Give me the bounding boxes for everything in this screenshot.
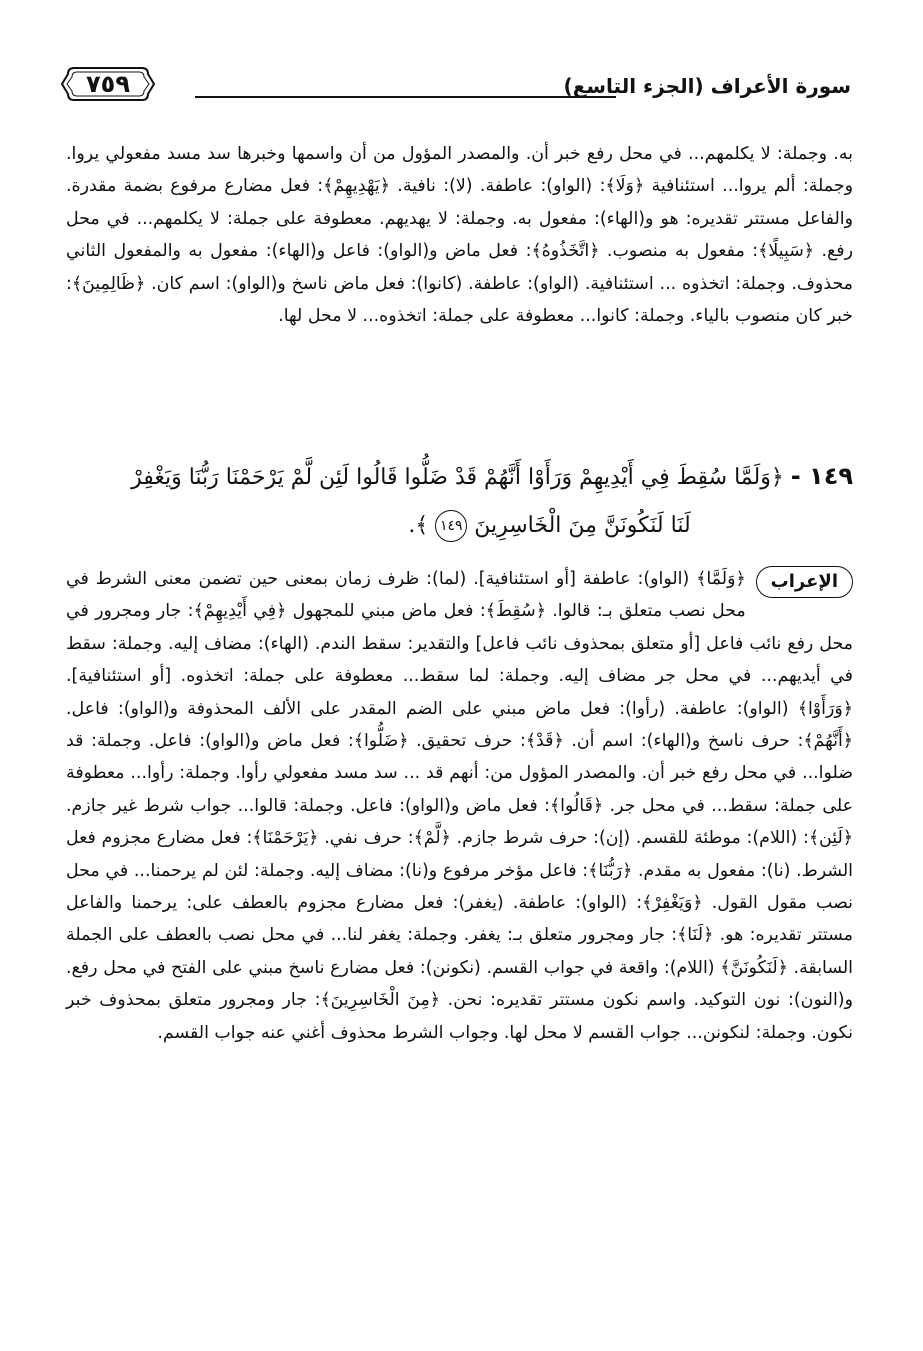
- page-header: [60, 62, 851, 112]
- header-rule: [195, 96, 616, 98]
- quran-verse: [66, 452, 853, 550]
- verse-line-2: [66, 502, 853, 550]
- ayah-end-marker: ١٤٩: [435, 510, 467, 542]
- verse-text-line-2: لَنَا لَنَكُونَنَّ مِنَ الْخَاسِرِينَ: [474, 513, 691, 538]
- verse-number: ١٤٩ -: [790, 462, 853, 490]
- verse-closing: ﴾.: [408, 513, 429, 538]
- irab-paragraph: [66, 563, 853, 1049]
- irab-text: ﴿وَلَمَّا﴾ (الواو): عاطفة [أو استئنافية]. (لما): ظرف زمان بمعنى حين تضمن معنى الشرط في محل نصب متعلق بـ: قالوا. ﴿سُقِطَ﴾: فعل ماض مبني للمجهول ﴿فِي أَيْدِيهِمْ﴾: جار ومجرور في محل رفع نائب فاعل [أو متعلق بمحذوف نائب فاعل] والتقدير: سقط الندم. (الهاء): مضاف إليه. وجملة: سقط في أيديهم... في محل جر مضاف إليه. وجملة: لما سقط... معطوفة على جملة: اتخذوه. [أو استئنافية]. ﴿وَرَأَوْا﴾ (الواو): عاطفة. (رأوا): فعل ماض مبني على الضم المقدر على الألف المحذوفة و(الواو): فاعل. ﴿أَنَّهُمْ﴾: حرف ناسخ و(الهاء): اسم أن. ﴿قَدْ﴾: حرف تحقيق. ﴿ضَلُّوا﴾: فعل ماض و(الواو): فاعل. وجملة: قد ضلوا... في محل رفع خبر أن. والمصدر المؤول من: أنهم قد ... سد مسد مفعولي رأوا. وجملة: رأوا... معطوفة على جملة: سقط... في محل جر. ﴿قَالُوا﴾: فعل ماض و(الواو): فاعل. وجملة: قالوا... جواب شرط غير جازم. ﴿لَئِن﴾: (اللام): موطئة للقسم. (إن): حرف شرط جازم. ﴿لَّمْ﴾: حرف نفي. ﴿يَرْحَمْنَا﴾: فعل مضارع مجزوم فعل الشرط. (نا): مفعول به مقدم. ﴿رَبُّنَا﴾: فاعل مؤخر مرفوع و(نا): مضاف إليه. وجملة: لئن لم يرحمنا... في محل نصب مقول القول. ﴿وَيَغْفِرْ﴾: (الواو): عاطفة. (يغفر): فعل مضارع مجزوم بالعطف على: يرحمنا والفاعل مستتر تقديره: هو. ﴿لَنَا﴾: جار ومجرور متعلق بـ: يغفر. وجملة: يغفر لنا... في محل نصب بالعطف على الجملة السابقة. ﴿لَنَكُونَنَّ﴾ (اللام): واقعة في جواب القسم. (نكونن): فعل مضارع ناسخ مبني على الفتح في محل رفع. و(النون): نون التوكيد. واسم نكون مستتر تقديره: نحن. ﴿مِنَ الْخَاسِرِينَ﴾: جار ومجرور متعلق بمحذوف خبر نكون. وجملة: لنكونن... جواب القسم لا محل لها. وجواب الشرط محذوف أغني عنه جواب القسم.: [66, 569, 853, 1043]
- commentary-paragraph-1: به. وجملة: لا يكلمهم... في محل رفع خبر أن. والمصدر المؤول من أن واسمها وخبرها سد مسد مفعولي يروا. وجملة: ألم يروا... استئنافية ﴿وَلَا﴾: (الواو): عاطفة. (لا): نافية. ﴿يَهْدِيهِمْ﴾: فعل مضارع مرفوع بضمة مقدرة. والفاعل مستتر تقديره: هو و(الهاء): مفعول به. وجملة: لا يهديهم. معطوفة على جملة: لا يكلمهم... في محل رفع. ﴿سَبِيلًا﴾: مفعول به منصوب. ﴿اتَّخَذُوهُ﴾: فعل ماض و(الواو): فاعل و(الهاء): مفعول به والمفعول الثاني محذوف. وجملة: اتخذوه ... استئنافية. (الواو): عاطفة. (كانوا): فعل ماض ناسخ و(الواو): اسم كان. ﴿ظَالِمِينَ﴾: خبر كان منصوب بالياء. وجملة: كانوا... معطوفة على جملة: اتخذوه... لا محل لها.: [66, 144, 853, 327]
- surah-title: سورة الأعراف (الجزء التاسع): [563, 74, 851, 98]
- page-number-frame: [60, 64, 156, 104]
- verse-text-line-1: ﴿وَلَمَّا سُقِطَ فِي أَيْدِيهِمْ وَرَأَوْا أَنَّهُمْ قَدْ ضَلُّوا قَالُوا لَئِن لَّمْ يَرْحَمْنَا رَبُّنَا وَيَغْفِرْ: [131, 465, 784, 490]
- verse-line-1: [66, 452, 853, 502]
- page-number: ٧٥٩: [86, 70, 130, 98]
- irab-label: الإعراب: [756, 566, 853, 598]
